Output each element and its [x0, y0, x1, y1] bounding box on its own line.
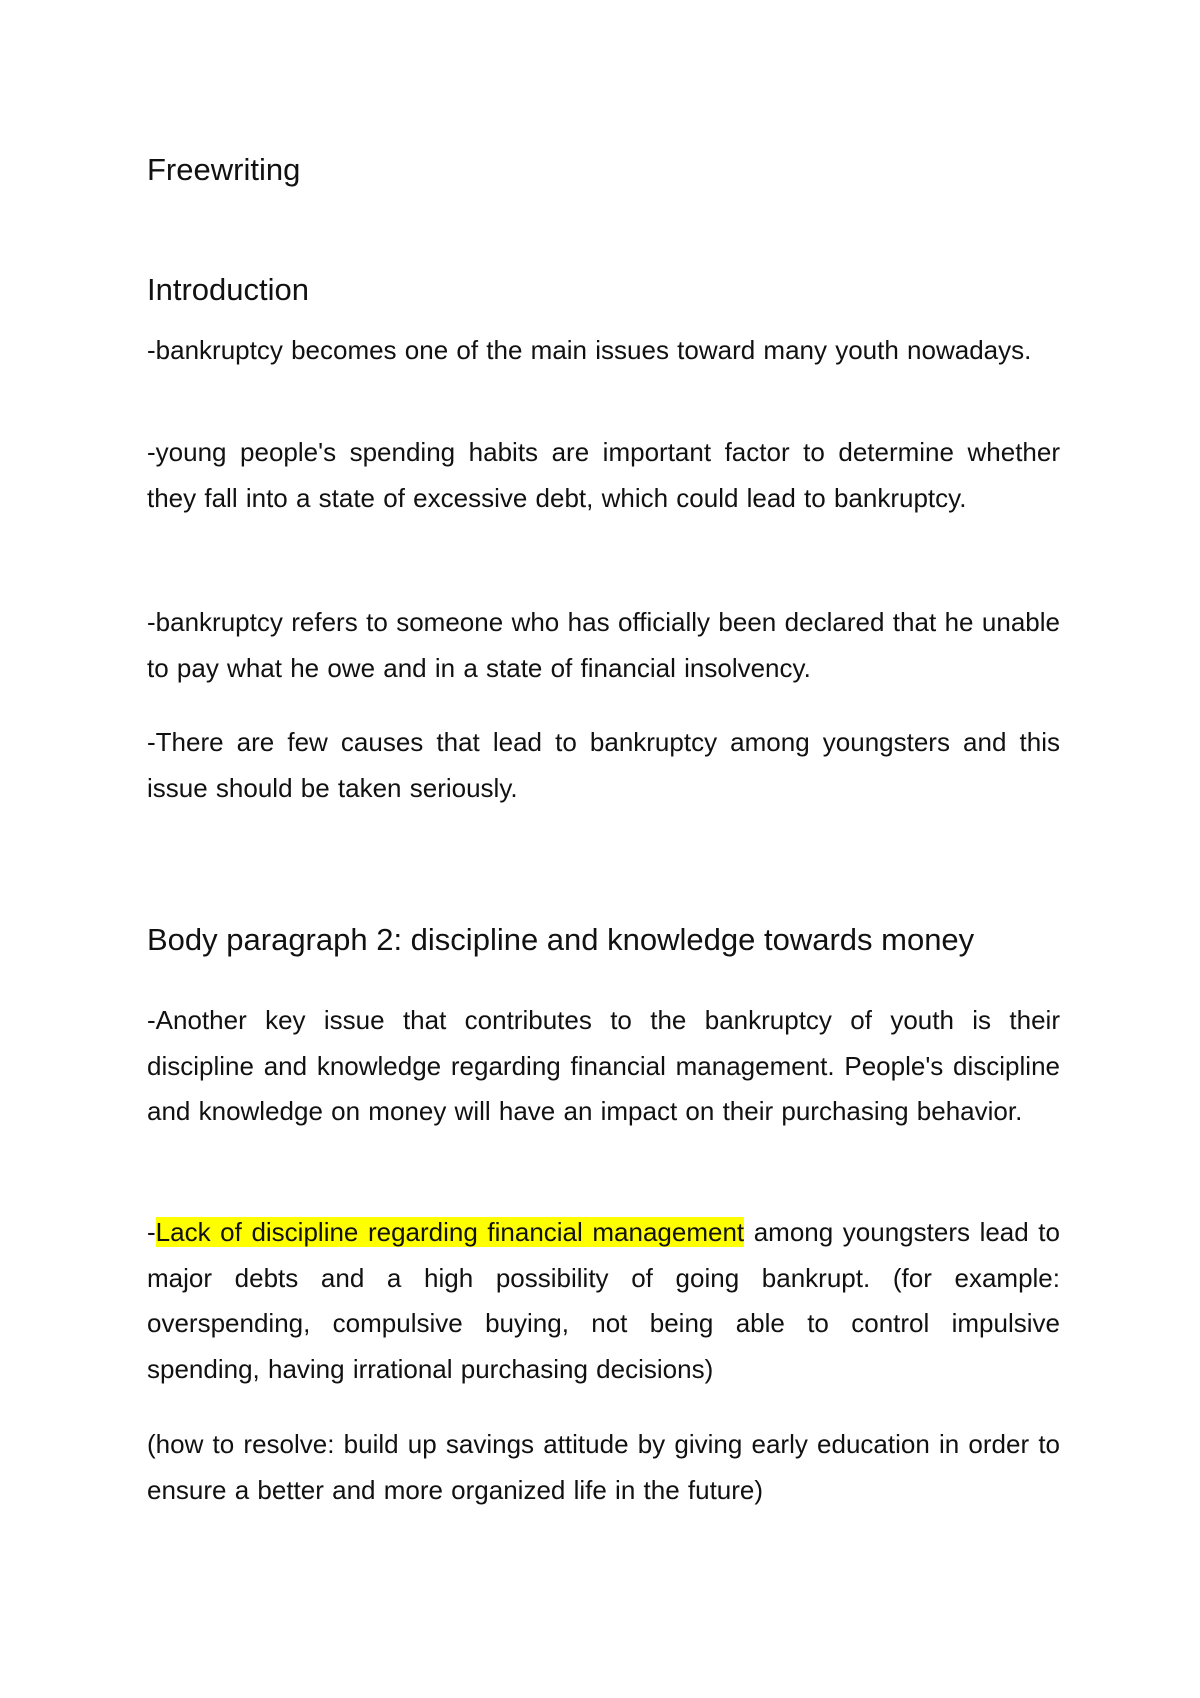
body2-point-2-prefix: -	[147, 1217, 156, 1247]
body2-point-2	[147, 1210, 1060, 1392]
body2-point-2-rest: among youngsters lead to major debts and a high possibility of going bankrupt. (for example: overspending, compulsive buying, not being able to control impulsive spending, having irrational purchasing decisions)	[147, 1217, 1060, 1384]
intro-point-3: -bankruptcy refers to someone who has officially been declared that he unable to pay what he owe and in a state of financial insolvency.	[147, 607, 1060, 683]
highlighted-text: Lack of discipline regarding financial management	[155, 1217, 745, 1247]
intro-point-2: -young people's spending habits are important factor to determine whether they fall into a state of excessive debt, which could lead to bankruptcy.	[147, 437, 1060, 513]
body2-point-3: (how to resolve: build up savings attitude by giving early education in order to ensure a better and more organized life in the future)	[147, 1429, 1060, 1505]
body2-point-1: -Another key issue that contributes to the bankruptcy of youth is their discipline and knowledge regarding financial management. People's discipline and knowledge on money will have an impact on their purchasing behavior.	[147, 1005, 1060, 1126]
document-title: Freewriting	[147, 152, 301, 187]
body-paragraph-2-heading: Body paragraph 2: discipline and knowledge towards money	[147, 922, 975, 957]
intro-point-1: -bankruptcy becomes one of the main issues toward many youth nowadays.	[147, 335, 1032, 365]
introduction-heading: Introduction	[147, 272, 309, 307]
intro-point-4: -There are few causes that lead to bankruptcy among youngsters and this issue should be taken seriously.	[147, 727, 1060, 803]
